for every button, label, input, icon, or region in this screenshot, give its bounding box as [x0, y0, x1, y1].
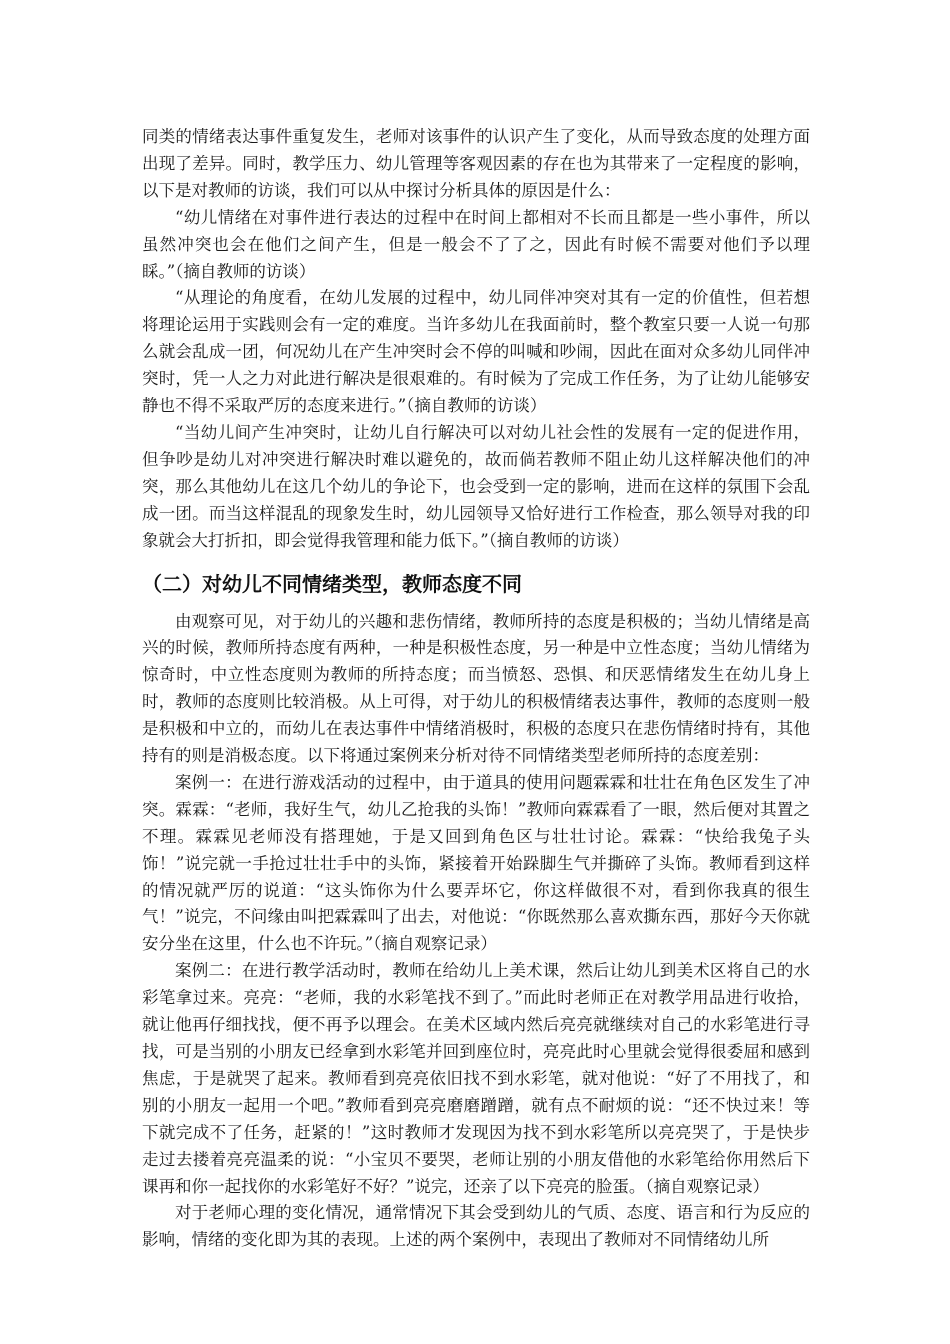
interview-quote-3: “当幼儿间产生冲突时，让幼儿自行解决可以对幼儿社会性的发展有一定的促进作用，但争吵是幼儿对冲突进行解决时难以避免的，故而倘若教师不阻止幼儿这样解决他们的冲突，那么其他幼儿在这几个幼儿的争论下，也会受到一定的影响，进而在这样的氛围下会乱成一团。而当这样混乱的现象发生时，幼儿园领导又恰好进行工作检查，那么领导对我的印象就会大打折扣，即会觉得我管理和能力低下。”（摘自教师的访谈）	[142, 422, 810, 550]
case-two: 案例二：在进行教学活动时，教师在给幼儿上美术课，然后让幼儿到美术区将自己的水彩笔拿过来。亮亮：“老师，我的水彩笔找不到了。”而此时老师正在对教学用品进行收拾，就让他再仔细找找，便不再予以理会。在美术区域内然后亮亮就继续对自己的水彩笔进行寻找，可是当别的小朋友已经拿到水彩笔并回到座位时，亮亮此时心里就会觉得很委屈和感到焦虑，于是就哭了起来。教师看到亮亮依旧找不到水彩笔，就对他说：“好了不用找了，和别的小朋友一起用一个吧。”教师看到亮亮磨磨蹭蹭，就有点不耐烦的说：“还不快过来！等下就完成不了任务，赶紧的！”这时教师才发现因为找不到水彩笔所以亮亮哭了，于是快步走过去搂着亮亮温柔的说：“小宝贝不要哭，老师让别的小朋友借他的水彩笔给你用然后下课再和你一起找你的水彩笔好不好？”说完，还亲了以下亮亮的脸蛋。（摘自观察记录）	[142, 961, 810, 1196]
paragraph-analysis: 对于老师心理的变化情况，通常情况下其会受到幼儿的气质、态度、语言和行为反应的影响，情绪的变化即为其的表现。上述的两个案例中，表现出了教师对不同情绪幼儿所	[142, 1203, 810, 1250]
interview-quote-1: “幼儿情绪在对事件进行表达的过程中在时间上都相对不长而且都是一些小事件，所以虽然冲突也会在他们之间产生，但是一般会不了了之，因此有时候不需要对他们予以理睬。”（摘自教师的访谈）	[142, 207, 810, 281]
paragraph-intro: 同类的情绪表达事件重复发生，老师对该事件的认识产生了变化，从而导致态度的处理方面出现了差异。同时，教学压力、幼儿管理等客观因素的存在也为其带来了一定程度的影响，以下是对教师的访谈，我们可以从中探讨分析具体的原因是什么：	[142, 127, 810, 200]
section-heading: （二）对幼儿不同情绪类型，教师态度不同	[142, 571, 522, 596]
document-body	[142, 124, 810, 1254]
paragraph-observation: 由观察可见，对于幼儿的兴趣和悲伤情绪，教师所持的态度是积极的；当幼儿情绪是高兴的时候，教师所持态度有两种，一种是积极性态度，另一种是中立性态度；当幼儿情绪为惊奇时，中立性态度则为教师的所持态度；而当愤怒、恐惧、和厌恶情绪发生在幼儿身上时，教师的态度则比较消极。从上可得，对于幼儿的积极情绪表达事件，教师的态度则一般是积极和中立的，而幼儿在表达事件中情绪消极时，积极的态度只在悲伤情绪时持有，其他持有的则是消极态度。以下将通过案例来分析对待不同情绪类型老师所持的态度差别：	[142, 611, 810, 766]
interview-quote-2: “从理论的角度看，在幼儿发展的过程中，幼儿同伴冲突对其有一定的价值性，但若想将理论运用于实践则会有一定的难度。当许多幼儿在我面前时，整个教室只要一人说一句那么就会乱成一团，何况幼儿在产生冲突时会不停的叫喊和吵闹，因此在面对众多幼儿同伴冲突时，凭一人之力对此进行解决是很艰难的。有时候为了完成工作任务，为了让幼儿能够安静也不得不采取严厉的态度来进行。”（摘自教师的访谈）	[142, 288, 810, 416]
case-one: 案例一：在进行游戏活动的过程中，由于道具的使用问题霖霖和壮壮在角色区发生了冲突。霖霖：“老师，我好生气，幼儿乙抢我的头饰！”教师向霖霖看了一眼，然后便对其置之不理。霖霖见老师没有搭理她，于是又回到角色区与壮壮讨论。霖霖：“快给我兔子头饰！”说完就一手抢过壮壮手中的头饰，紧接着开始跺脚生气并撕碎了头饰。教师看到这样的情况就严厉的说道：“这头饰你为什么要弄坏它，你这样做很不对，看到你我真的很生气！”说完，不问缘由叫把霖霖叫了出去，对他说：“你既然那么喜欢撕东西，那好今天你就安分坐在这里，什么也不许玩。”（摘自观察记录）	[142, 772, 810, 954]
